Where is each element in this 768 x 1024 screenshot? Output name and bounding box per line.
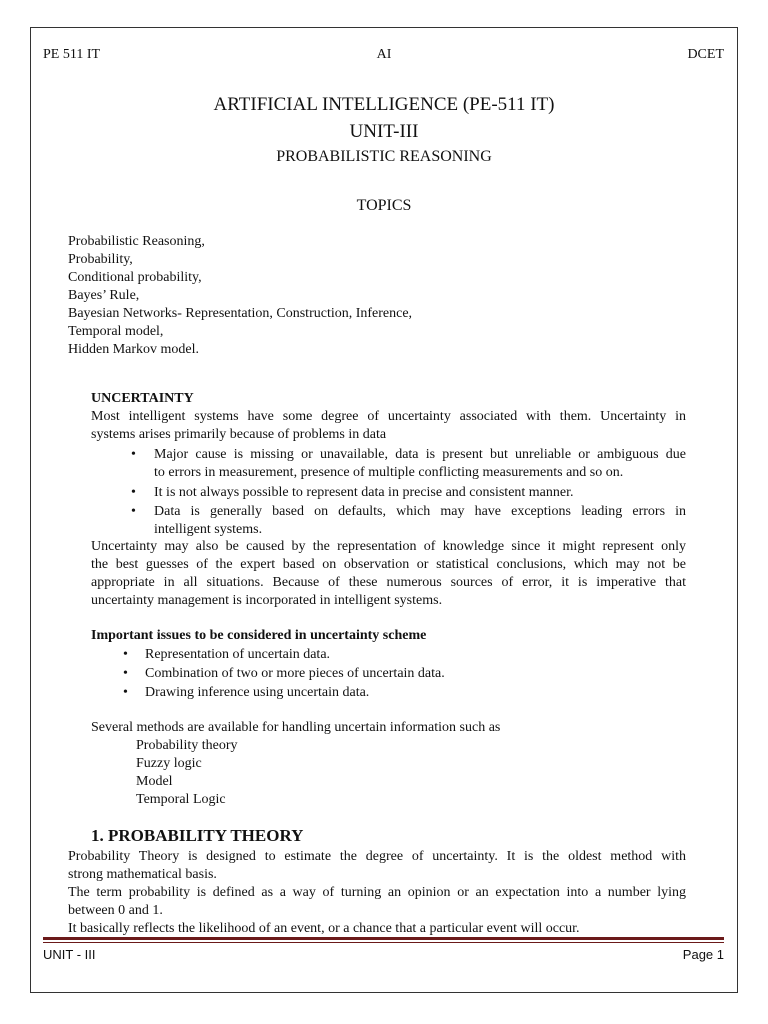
method-item: Fuzzy logic xyxy=(136,756,202,771)
probability-line: strong mathematical basis. xyxy=(68,867,217,882)
uncertainty-intro-line: systems arises primarily because of problems in data xyxy=(91,427,387,442)
bullet-item xyxy=(131,484,686,502)
bullet-item xyxy=(131,503,686,539)
doc-title: ARTIFICIAL INTELLIGENCE (PE-511 IT) xyxy=(213,94,555,115)
topic-item: Bayes’ Rule, xyxy=(68,288,140,303)
issue-text: Combination of two or more pieces of uncertain data. xyxy=(145,666,445,681)
issue-item xyxy=(123,684,369,702)
uncertainty-intro-line: Most intelligent systems have some degree of uncertainty associated with them. Uncertainty in xyxy=(91,409,686,424)
bullet-line: Data is generally based on defaults, which may have exceptions leading errors in xyxy=(154,504,686,519)
issue-text: Representation of uncertain data. xyxy=(145,647,331,662)
bullet-glyph: • xyxy=(123,647,128,662)
bullet-line: intelligent systems. xyxy=(154,522,263,537)
probability-line: Probability Theory is designed to estimate the degree of uncertainty. It is the oldest method with xyxy=(68,849,686,864)
topic-item: Probabilistic Reasoning, xyxy=(68,234,205,249)
topic-item: Conditional probability, xyxy=(68,270,202,285)
header-subject: AI xyxy=(376,47,392,62)
topic-item: Temporal model, xyxy=(68,324,164,339)
unit-title: UNIT-III xyxy=(349,121,419,142)
probability-heading: 1. PROBABILITY THEORY xyxy=(91,826,304,845)
issues-heading: Important issues to be considered in uncertainty scheme xyxy=(91,628,427,643)
topics-list xyxy=(68,233,412,359)
issue-item xyxy=(123,665,445,683)
footer-rule-thin xyxy=(43,942,724,943)
bullet-glyph: • xyxy=(131,485,136,500)
methods-intro: Several methods are available for handling uncertain information such as xyxy=(91,720,501,735)
topics-heading: TOPICS xyxy=(356,197,412,214)
probability-line: between 0 and 1. xyxy=(68,903,163,918)
uncertainty-para-line: uncertainty management is incorporated in intelligent systems. xyxy=(91,593,443,608)
bullet-glyph: • xyxy=(123,685,128,700)
bullet-item xyxy=(131,446,686,482)
probability-line: The term probability is defined as a way of turning an opinion or an expectation into a number lying xyxy=(68,885,686,900)
bullet-glyph: • xyxy=(123,666,128,681)
bullet-glyph: • xyxy=(131,504,136,519)
uncertainty-para-line: Uncertainty may also be caused by the representation of knowledge since it might represent only xyxy=(91,539,686,554)
topic-item: Probability, xyxy=(68,252,133,267)
footer-page-number: Page 1 xyxy=(682,947,724,962)
topic-item: Bayesian Networks- Representation, Construction, Inference, xyxy=(68,306,413,321)
method-item: Model xyxy=(136,774,173,789)
uncertainty-heading: UNCERTAINTY xyxy=(91,391,194,406)
header-college: DCET xyxy=(687,47,724,62)
method-item: Temporal Logic xyxy=(136,792,226,807)
uncertainty-para-line: appropriate in all situations. Because of these numerous sources of error, it is imperative that xyxy=(91,575,686,590)
issue-item xyxy=(123,646,330,664)
issue-text: Drawing inference using uncertain data. xyxy=(145,685,370,700)
method-item: Probability theory xyxy=(136,738,238,753)
uncertainty-para-line: the best guesses of the expert based on observation or statistical conclusions, which may not be xyxy=(91,557,686,572)
bullet-line: It is not always possible to represent data in precise and consistent manner. xyxy=(154,485,574,500)
probability-line: It basically reflects the likelihood of an event, or a chance that a particular event will occur. xyxy=(68,921,580,936)
bullet-glyph: • xyxy=(131,447,136,462)
footer-rule-thick xyxy=(43,937,724,940)
bullet-line: Major cause is missing or unavailable, data is present but unreliable or ambiguous due xyxy=(154,447,686,462)
bullet-line: to errors in measurement, presence of multiple conflicting measurements and so on. xyxy=(154,465,624,480)
chapter-title: PROBABILISTIC REASONING xyxy=(276,148,492,165)
topic-item: Hidden Markov model. xyxy=(68,342,200,357)
methods-list xyxy=(136,737,238,809)
footer-unit: UNIT - III xyxy=(43,947,96,962)
header-course-code: PE 511 IT xyxy=(43,47,101,62)
